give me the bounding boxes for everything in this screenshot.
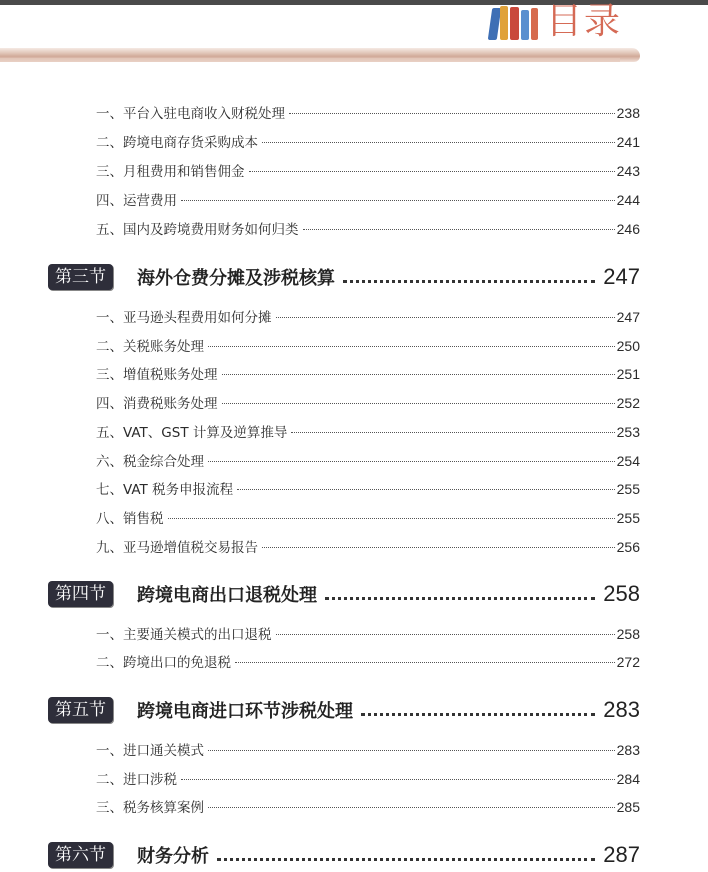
leader-dots (289, 113, 615, 114)
leader-dots (217, 858, 595, 861)
section-badge: 第四节 (48, 581, 113, 607)
toc-item-page: 238 (616, 105, 640, 121)
toc-item-page: 244 (616, 192, 640, 208)
toc-item[interactable] (96, 189, 640, 211)
toc-item-title: 三、月租费用和销售佣金 (96, 164, 245, 180)
toc-item-page: 255 (616, 481, 640, 497)
toc-item-title: 五、VAT、GST 计算及逆算推导 (96, 425, 288, 441)
toc-item-title: 四、运营费用 (96, 193, 177, 209)
toc-item-title: 五、国内及跨境费用财务如何归类 (96, 222, 299, 238)
leader-dots (303, 229, 615, 230)
toc-item-page: 284 (616, 771, 640, 787)
leader-dots (343, 280, 595, 283)
toc-item-title: 六、税金综合处理 (96, 454, 204, 470)
toc-item-page: 250 (616, 338, 640, 354)
leader-dots (276, 634, 615, 635)
toc-item-page: 283 (616, 742, 640, 758)
toc-item[interactable] (96, 478, 640, 500)
toc-item-title: 三、增值税账务处理 (96, 367, 218, 383)
toc-item[interactable] (96, 363, 640, 385)
toc-item[interactable] (96, 102, 640, 124)
toc-item-title: 一、主要通关模式的出口退税 (96, 627, 272, 643)
toc-item[interactable] (96, 306, 640, 328)
toc-item-page: 256 (616, 539, 640, 555)
toc-item-title: 七、VAT 税务申报流程 (96, 482, 234, 498)
leader-dots (361, 713, 595, 716)
leader-dots (276, 317, 615, 318)
toc-item-title: 一、进口通关模式 (96, 743, 204, 759)
section-page: 247 (603, 264, 640, 289)
toc-item-page: 272 (616, 654, 640, 670)
toc-section[interactable] (48, 579, 640, 609)
leader-dots (181, 200, 615, 201)
toc-item-title: 一、亚马逊头程费用如何分摊 (96, 310, 272, 326)
section-title: 跨境电商进口环节涉税处理 (137, 701, 353, 722)
toc-section[interactable] (48, 695, 640, 725)
section-title: 财务分析 (137, 846, 209, 867)
leader-dots (249, 171, 615, 172)
toc-item-title: 三、税务核算案例 (96, 800, 204, 816)
toc-item-title: 二、进口涉税 (96, 772, 177, 788)
toc-item-title: 二、跨境电商存货采购成本 (96, 135, 258, 151)
toc-item-page: 252 (616, 395, 640, 411)
leader-dots (235, 662, 615, 663)
toc-item-page: 254 (616, 453, 640, 469)
leader-dots (222, 403, 615, 404)
section-title: 海外仓费分摊及涉税核算 (137, 268, 335, 289)
toc-item[interactable] (96, 131, 640, 153)
section-page: 283 (603, 697, 640, 722)
toc-item-page: 258 (616, 626, 640, 642)
leader-dots (208, 461, 615, 462)
leader-dots (208, 750, 615, 751)
toc-item[interactable] (96, 160, 640, 182)
section-page: 258 (603, 581, 640, 606)
leader-dots (237, 489, 615, 490)
toc-item[interactable] (96, 623, 640, 645)
toc-item[interactable] (96, 536, 640, 558)
toc-item[interactable] (96, 507, 640, 529)
toc-item[interactable] (96, 796, 640, 818)
page-title: 目录 (546, 1, 623, 42)
toc-item-page: 285 (616, 799, 640, 815)
toc-item-title: 二、关税账务处理 (96, 339, 204, 355)
leader-dots (222, 374, 615, 375)
leader-dots (291, 432, 614, 433)
toc-item[interactable] (96, 768, 640, 790)
header-brush-shadow (0, 58, 620, 62)
toc-item[interactable] (96, 421, 640, 443)
toc-item[interactable] (96, 218, 640, 240)
section-badge: 第五节 (48, 697, 113, 723)
toc-item-title: 九、亚马逊增值税交易报告 (96, 540, 258, 556)
leader-dots (262, 547, 615, 548)
section-page: 287 (603, 842, 640, 867)
toc-item-page: 253 (616, 424, 640, 440)
toc-item-page: 247 (616, 309, 640, 325)
toc-item[interactable] (96, 739, 640, 761)
toc-item-page: 246 (616, 221, 640, 237)
toc-item-title: 八、销售税 (96, 511, 164, 527)
toc-item-page: 255 (616, 510, 640, 526)
leader-dots (208, 807, 615, 808)
toc-item[interactable] (96, 335, 640, 357)
toc-item-title: 一、平台入驻电商收入财税处理 (96, 106, 285, 122)
toc-item-title: 四、消费税账务处理 (96, 396, 218, 412)
section-title: 跨境电商出口退税处理 (137, 585, 317, 606)
toc-item-page: 241 (616, 134, 640, 150)
section-badge: 第三节 (48, 264, 113, 290)
leader-dots (168, 518, 615, 519)
leader-dots (262, 142, 615, 143)
section-badge: 第六节 (48, 842, 113, 868)
toc-item[interactable] (96, 450, 640, 472)
leader-dots (325, 597, 595, 600)
leader-dots (208, 346, 615, 347)
leader-dots (181, 779, 615, 780)
toc-section[interactable] (48, 840, 640, 870)
toc-item-page: 251 (616, 366, 640, 382)
toc-section[interactable] (48, 262, 640, 292)
toc-item[interactable] (96, 651, 640, 673)
toc-item[interactable] (96, 392, 640, 414)
toc-item-title: 二、跨境出口的免退税 (96, 655, 231, 671)
toc-item-page: 243 (616, 163, 640, 179)
